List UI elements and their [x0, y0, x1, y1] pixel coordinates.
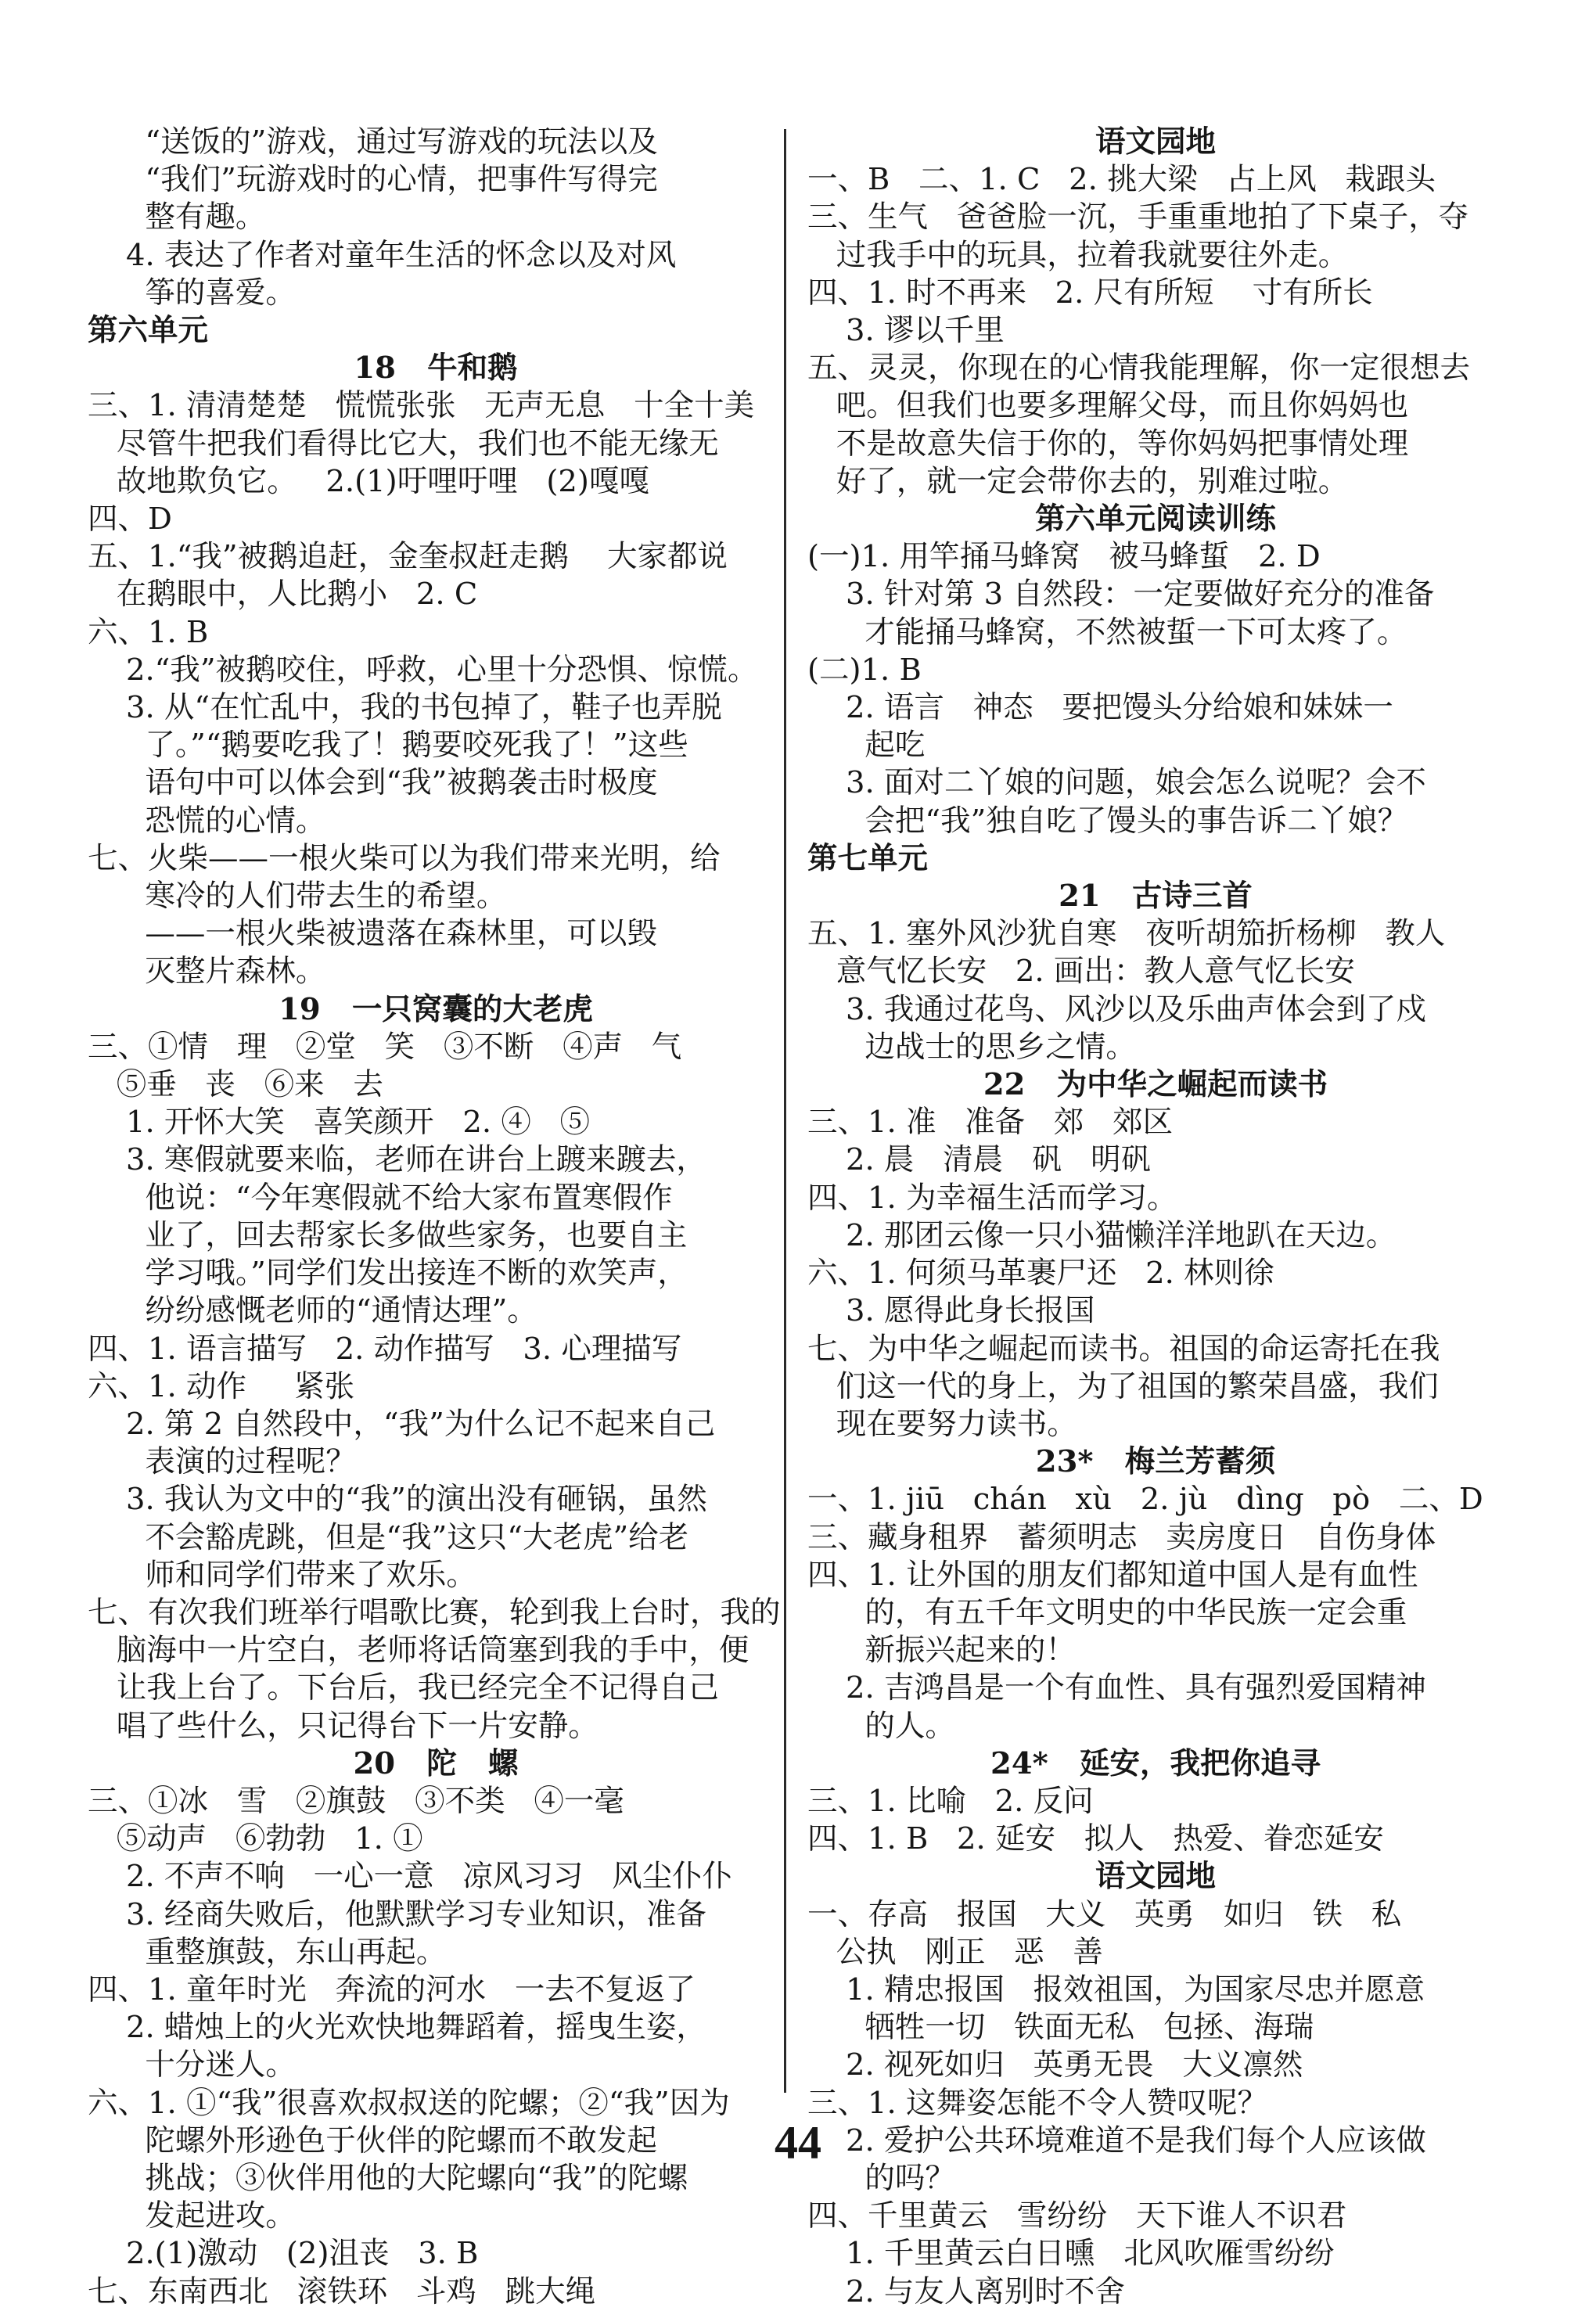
- answer-line: 三、1. 准 准备 郊 郊区: [807, 1105, 1174, 1141]
- answer-line: 他说：“今年寒假就不给大家布置寒假作: [88, 1180, 673, 1216]
- answer-line: 3. 针对第 3 自然段：一定要做好充分的准备: [807, 577, 1435, 613]
- answer-line: 边战士的思乡之情。: [807, 1029, 1136, 1065]
- answer-line: 3. 寒假就要来临，老师在讲台上踱来踱去，: [88, 1142, 706, 1178]
- answer-line: 们这一代的身上，为了祖国的繁荣昌盛，我们: [807, 1368, 1439, 1404]
- answer-line: (一)1. 用竿捅马蜂窝 被马蜂蜇 2. D: [807, 539, 1321, 575]
- answer-line: “我们”玩游戏时的心情，把事件写得完: [88, 162, 658, 198]
- answer-line: 在鹅眼中，人比鹅小 2. C: [88, 577, 478, 613]
- answer-line: 一、1. jiū chán xù 2. jù dìng pò 二、D: [807, 1482, 1483, 1518]
- answer-line: 寒冷的人们带去生的希望。: [88, 879, 507, 915]
- section-heading: 21 古诗三首: [1059, 879, 1253, 915]
- section-heading: 语文园地: [1095, 1859, 1216, 1895]
- answer-line: 4. 表达了作者对童年生活的怀念以及对风: [88, 237, 677, 273]
- answer-line: 师和同学们带来了欢乐。: [88, 1557, 476, 1593]
- section-heading: 第七单元: [807, 840, 929, 876]
- answer-line: 三、生气 爸爸脸一沉，手重重地拍了下桌子，夺: [807, 199, 1469, 235]
- answer-line: 筝的喜爱。: [88, 275, 296, 311]
- answer-line: 三、1. 比喻 2. 反问: [807, 1783, 1094, 1819]
- answer-line: 2. 语言 神态 要把馒头分给娘和妹妹一: [807, 690, 1393, 726]
- answer-line: 3. 面对二丫娘的问题，娘会怎么说呢？会不: [807, 765, 1426, 801]
- answer-line: 2. 吉鸿昌是一个有血性、具有强烈爱国精神: [807, 1670, 1426, 1706]
- section-heading: 第六单元阅读训练: [1034, 501, 1276, 537]
- answer-line: 3. 经商失败后，他默默学习专业知识，准备: [88, 1896, 706, 1932]
- answer-line: 六、1. 动作 紧张: [88, 1368, 355, 1404]
- answer-line: 七、东南西北 滚铁环 斗鸡 跳大绳: [88, 2273, 596, 2309]
- answer-line: 才能捅马蜂窝，不然被蜇一下可太疼了。: [807, 614, 1407, 650]
- answer-line: “送饭的”游戏，通过写游戏的玩法以及: [88, 124, 658, 160]
- answer-line: 四、千里黄云 雪纷纷 天下谁人不识君: [807, 2198, 1347, 2234]
- answer-line: 2. 爱护公共环境难道不是我们每个人应该做: [807, 2122, 1426, 2158]
- answer-line: 恐慌的心情。: [88, 803, 326, 839]
- answer-line: ⑤垂 丧 ⑥来 去: [88, 1067, 383, 1103]
- answer-line: 起吃: [807, 728, 926, 764]
- answer-line: 四、1. 童年时光 奔流的河水 一去不复返了: [88, 1971, 696, 2007]
- answer-line: 2.(1)激动 (2)沮丧 3. B: [88, 2236, 479, 2272]
- section-heading: 18 牛和鹅: [354, 350, 518, 386]
- answer-line: 脑海中一片空白，老师将话筒塞到我的手中，便: [88, 1633, 749, 1669]
- answer-line: 3. 愿得此身长报国: [807, 1293, 1095, 1329]
- answer-line: 三、①冰 雪 ②旗鼓 ③不类 ④一毫: [88, 1783, 624, 1819]
- answer-line: 1. 千里黄云白日曛 北风吹雁雪纷纷: [807, 2236, 1335, 2272]
- answer-line: 的吗？: [807, 2160, 955, 2196]
- page-number: 44: [775, 2117, 821, 2169]
- answer-line: 2. 视死如归 英勇无畏 大义凛然: [807, 2047, 1303, 2083]
- answer-line: 四、1. 为幸福生活而学习。: [807, 1180, 1177, 1216]
- answer-line: 业了，回去帮家长多做些家务，也要自主: [88, 1217, 688, 1253]
- answer-line: 过我手中的玩具，拉着我就要往外走。: [807, 237, 1349, 273]
- right-column: [807, 124, 1504, 2311]
- answer-line: 2. 不声不响 一心一意 凉风习习 风尘仆仆: [88, 1859, 733, 1895]
- answer-line: 2. 那团云像一只小猫懒洋洋地趴在天边。: [807, 1217, 1396, 1253]
- answer-line: 七、为中华之崛起而读书。祖国的命运寄托在我: [807, 1331, 1440, 1367]
- answer-line: 唱了些什么，只记得台下一片安静。: [88, 1708, 598, 1744]
- answer-line: 七、有次我们班举行唱歌比赛，轮到我上台时，我的: [88, 1594, 781, 1630]
- answer-line: 2. 与友人离别时不舍: [807, 2273, 1125, 2309]
- answer-line: 六、1. ①“我”很喜欢叔叔送的陀螺；②“我”因为: [88, 2085, 730, 2121]
- answer-line: 重整旗鼓，东山再起。: [88, 1934, 447, 1970]
- answer-line: 2. 晨 清晨 矾 明矾: [807, 1142, 1152, 1178]
- answer-line: 四、1. B 2. 延安 拟人 热爱、眷恋延安: [807, 1821, 1384, 1857]
- answer-line: 三、藏身租界 蓄须明志 卖房度日 自伤身体: [807, 1519, 1436, 1555]
- answer-line: 2.“我”被鹅咬住，呼救，心里十分恐惧、惊慌。: [88, 652, 758, 688]
- answer-line: 故地欺负它。 2.(1)吁哩吁哩 (2)嘎嘎: [88, 463, 649, 499]
- section-heading: 23* 梅兰芳蓄须: [1035, 1444, 1276, 1480]
- column-divider: [784, 129, 786, 2093]
- answer-line: 纷纷感慨老师的“通情达理”。: [88, 1293, 537, 1329]
- answer-line: 尽管牛把我们看得比它大，我们也不能无缘无: [88, 426, 719, 462]
- answer-line: 语句中可以体会到“我”被鹅袭击时极度: [88, 765, 658, 801]
- answer-line: 表演的过程呢？: [88, 1444, 356, 1480]
- answer-line: 四、1. 时不再来 2. 尺有所短 寸有所长: [807, 275, 1373, 311]
- section-heading: 19 一只窝囊的大老虎: [279, 991, 593, 1027]
- answer-line: 牺牲一切 铁面无私 包拯、海瑞: [807, 2010, 1314, 2046]
- answer-line: 让我上台了。下台后，我已经完全不记得自己: [88, 1670, 719, 1706]
- answer-line: 七、火柴——一根火柴可以为我们带来光明，给: [88, 840, 721, 876]
- section-heading: 22 为中华之崛起而读书: [983, 1067, 1328, 1103]
- answer-line: 一、B 二、1. C 2. 挑大梁 占上风 栽跟头: [807, 162, 1436, 198]
- answer-line: 一、存高 报国 大义 英勇 如归 铁 私: [807, 1896, 1402, 1932]
- answer-line: 四、1. 让外国的朋友们都知道中国人是有血性: [807, 1557, 1418, 1593]
- answer-line: 五、1.“我”被鹅追赶，金奎叔赶走鹅 大家都说: [88, 539, 728, 575]
- answer-line: 整有趣。: [88, 199, 266, 235]
- answer-line: 1. 精忠报国 报效祖国，为国家尽忠并愿意: [807, 1971, 1425, 2007]
- answer-line: 挑战；③伙伴用他的大陀螺向“我”的陀螺: [88, 2160, 688, 2196]
- answer-line: 吧。但我们也要多理解父母，而且你妈妈也: [807, 388, 1409, 424]
- answer-line: 的，有五千年文明史的中华民族一定会重: [807, 1594, 1407, 1630]
- answer-line: 2. 第 2 自然段中，“我”为什么记不起来自己: [88, 1406, 716, 1442]
- answer-line: 五、灵灵，你现在的心情我能理解，你一定很想去: [807, 350, 1471, 386]
- answer-line: 3. 从“在忙乱中，我的书包掉了，鞋子也弄脱: [88, 690, 722, 726]
- answer-line: 五、1. 塞外风沙犹自寒 夜听胡笳折杨柳 教人: [807, 916, 1446, 952]
- answer-line: 3. 我认为文中的“我”的演出没有砸锅，虽然: [88, 1482, 707, 1518]
- section-heading: 20 陀 螺: [353, 1745, 519, 1781]
- answer-line: 六、1. 何须马革裹尸还 2. 林则徐: [807, 1256, 1274, 1292]
- answer-line: 会把“我”独自吃了馒头的事告诉二丫娘？: [807, 803, 1408, 839]
- answer-line: 3. 谬以千里: [807, 313, 1005, 349]
- answer-line: 意气忆长安 2. 画出：教人意气忆长安: [807, 954, 1355, 990]
- answer-line: 灭整片森林。: [88, 954, 326, 990]
- answer-line: 四、1. 语言描写 2. 动作描写 3. 心理描写: [88, 1331, 682, 1367]
- section-heading: 24* 延安，我把你追寻: [990, 1745, 1321, 1781]
- answer-line: 3. 我通过花鸟、风沙以及乐曲声体会到了戍: [807, 991, 1426, 1027]
- answer-line: (二)1. B: [807, 652, 922, 688]
- answer-line: 不会豁虎跳，但是“我”这只“大老虎”给老: [88, 1519, 689, 1555]
- answer-line: 六、1. B: [88, 614, 209, 650]
- answer-line: ——一根火柴被遗落在森林里，可以毁: [88, 916, 657, 952]
- answer-line: 三、①情 理 ②堂 笑 ③不断 ④声 气: [88, 1029, 682, 1065]
- answer-line: 好了，就一定会带你去的，别难过啦。: [807, 463, 1349, 499]
- answer-line: 学习哦。”同学们发出接连不断的欢笑声，: [88, 1256, 688, 1292]
- answer-line: 2. 蜡烛上的火光欢快地舞蹈着，摇曳生姿，: [88, 2010, 706, 2046]
- answer-line: 发起进攻。: [88, 2198, 296, 2234]
- answer-line: ⑤动声 ⑥勃勃 1. ①: [88, 1821, 423, 1857]
- answer-line: 了。”“鹅要吃我了！鹅要咬死我了！”这些: [88, 728, 688, 764]
- answer-line: 现在要努力读书。: [807, 1406, 1077, 1442]
- answer-line: 陀螺外形逊色于伙伴的陀螺而不敢发起: [88, 2122, 657, 2158]
- answer-line: 三、1. 这舞姿怎能不令人赞叹呢？: [807, 2085, 1267, 2121]
- answer-line: 公执 刚正 恶 善: [807, 1934, 1103, 1970]
- answer-line: 新振兴起来的！: [807, 1633, 1076, 1669]
- answer-line: 的人。: [807, 1708, 955, 1744]
- section-heading: 第六单元: [88, 313, 209, 349]
- section-heading: 语文园地: [1095, 124, 1216, 160]
- answer-line: 1. 开怀大笑 喜笑颜开 2. ④ ⑤: [88, 1105, 591, 1141]
- answer-line: 不是故意失信于你的，等你妈妈把事情处理: [807, 426, 1409, 462]
- answer-line: 三、1. 清清楚楚 慌慌张张 无声无息 十全十美: [88, 388, 755, 424]
- answer-line: 四、D: [88, 501, 172, 537]
- answer-line: 十分迷人。: [88, 2047, 296, 2083]
- left-column: [88, 124, 784, 2311]
